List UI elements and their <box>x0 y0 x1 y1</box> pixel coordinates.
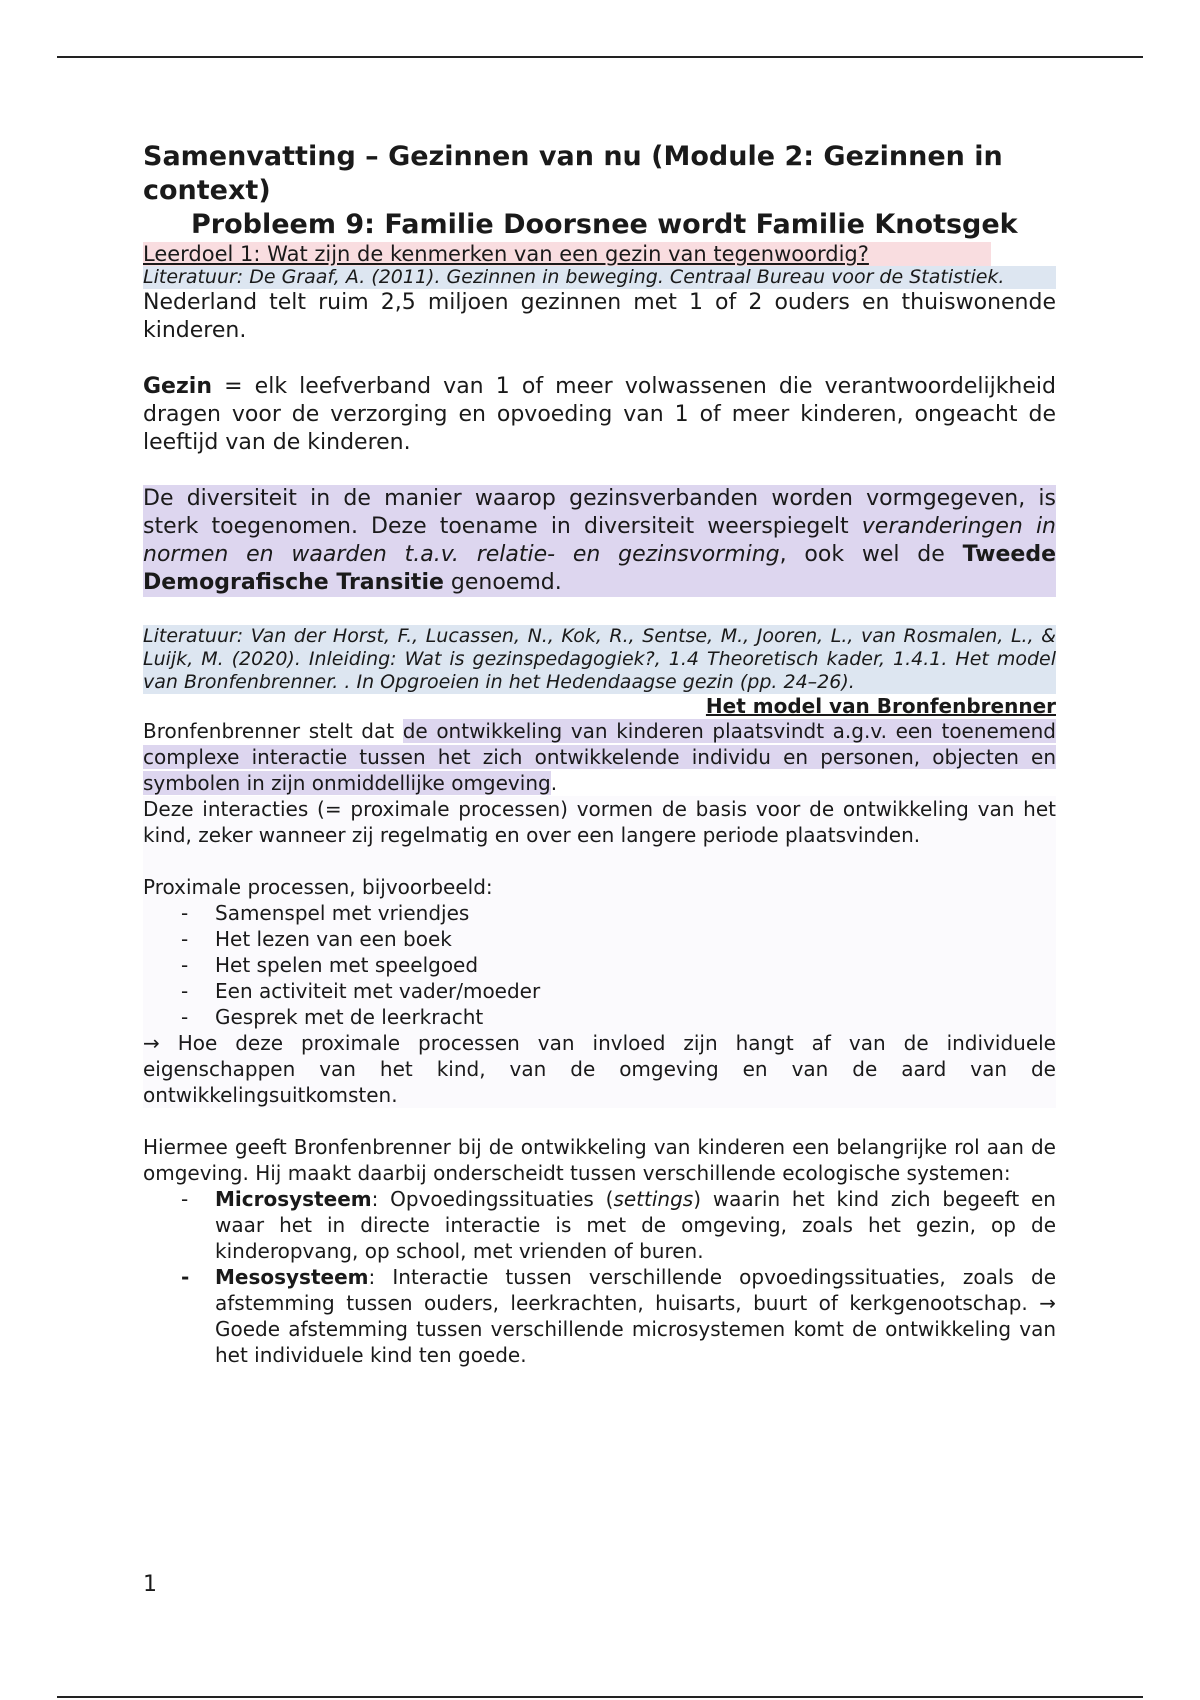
diversity-text-b: , ook wel de <box>779 542 963 567</box>
paragraph-family-definition <box>143 373 1056 457</box>
proximal-processes-block <box>143 796 1056 1108</box>
example-text: Het spelen met speelgoed <box>215 953 479 977</box>
example-text: Gesprek met de leerkracht <box>215 1005 484 1029</box>
term-mesosystem: Mesosysteem <box>215 1265 369 1289</box>
section-heading-bronfenbrenner: Het model van Bronfenbrenner <box>705 694 1056 718</box>
example-text: Een activiteit met vader/moeder <box>215 979 541 1003</box>
term-microsystem: Microsysteem <box>215 1187 372 1211</box>
examples-list <box>143 900 1056 1030</box>
bronfenbrenner-text-a: Bronfenbrenner stelt dat <box>143 719 403 743</box>
paragraph-families-count: Nederland telt ruim 2,5 miljoen gezinnen met 1 of 2 ouders en thuiswonende kinderen. <box>143 290 1056 343</box>
list-item <box>181 926 1056 952</box>
definition-text: = elk leefverband van 1 of meer volwassenen die verantwoordelijkheid dragen voor de verzorging en opvoeding van 1 of meer kinderen, ongeacht de leeftijd van de kinderen. <box>143 374 1056 455</box>
paragraph-bronfenbrenner <box>143 718 1056 796</box>
list-item <box>181 1004 1056 1030</box>
dash-bullet: - <box>181 927 189 951</box>
dash-bullet: - <box>181 1187 189 1211</box>
paragraph-proximal-examples-intro: Proximale processen, bijvoorbeeld: <box>143 875 493 899</box>
dash-bullet: - <box>181 901 189 925</box>
example-text: Samenspel met vriendjes <box>215 901 470 925</box>
bronfenbrenner-text-b: . <box>550 771 558 795</box>
diversity-text-c: genoemd. <box>443 570 562 595</box>
literature-reference-2: Literatuur: Van der Horst, F., Lucassen, N., Kok, R., Sentse, M., Jooren, L., van Rosmalen, L., & Luijk, M. (2020). Inleiding: Wat is gezinspedagogiek?, 1.4 Theoretisch kader, 1.4.1. Het model van Bronfenbrenner. . In Opgroeien in het Hedendaagse gezin (pp. 24–26). <box>143 625 1056 693</box>
micro-text-a: : Opvoedingssituaties ( <box>371 1187 614 1211</box>
meso-text: : Interactie tussen verschillende opvoedingssituaties, zoals de afstemming tussen ouders, leerkrachten, huisarts, buurt of kerkgenootschap. → Goede afstemming tussen verschillende microsystemen komt de ontwikkeling van het individuele kind ten goede. <box>215 1265 1056 1367</box>
list-item <box>181 952 1056 978</box>
page-number: 1 <box>143 1572 157 1597</box>
diversity-text-a: De diversiteit in de manier waarop gezinsverbanden worden vormgegeven, is sterk toegenomen. Deze toename in diversiteit weerspiegelt <box>143 486 1056 539</box>
document-title: Samenvatting – Gezinnen van nu (Module 2: Gezinnen in context) <box>143 141 1003 206</box>
dash-bullet: - <box>181 1005 189 1029</box>
diversity-bold: Tweede Demografische Transitie <box>143 542 1056 595</box>
list-item-microsystem <box>181 1186 1056 1264</box>
learning-goal: Leerdoel 1: Wat zijn de kenmerken van een gezin van tegenwoordig? <box>143 242 1056 266</box>
header-rule <box>57 56 1143 58</box>
list-item-mesosystem <box>181 1264 1056 1368</box>
literature-reference-1: Literatuur: De Graaf, A. (2011). Gezinnen in beweging. Centraal Bureau voor de Statistiek. <box>143 266 1056 289</box>
micro-text-b: ) waarin het kind zich begeeft en waar het in directe interactie is met de omgeving, zoals het gezin, op de kinderopvang, op school, met vrienden of buren. <box>215 1187 1056 1263</box>
dash-bullet: - <box>181 953 189 977</box>
example-text: Het lezen van een boek <box>215 927 452 951</box>
dash-bullet: - <box>181 1265 190 1289</box>
problem-subtitle: Probleem 9: Familie Doorsnee wordt Familie Knotsgek <box>191 209 1018 240</box>
dash-bullet: - <box>181 979 189 1003</box>
paragraph-ecological-systems: Hiermee geeft Bronfenbrenner bij de ontwikkeling van kinderen een belangrijke rol aan de omgeving. Hij maakt daarbij onderscheidt tussen verschillende ecologische systemen: <box>143 1135 1056 1185</box>
footer-rule <box>57 1696 1143 1698</box>
list-item <box>181 900 1056 926</box>
micro-italic: settings <box>613 1187 694 1211</box>
paragraph-diversity <box>143 485 1056 597</box>
paragraph-influence: → Hoe deze proximale processen van invloed zijn hangt af van de individuele eigenschappen van het kind, van de omgeving en van de aard van de ontwikkelingsuitkomsten. <box>143 1031 1056 1107</box>
paragraph-interactions: Deze interacties (= proximale processen) vormen de basis voor de ontwikkeling van het kind, zeker wanneer zij regelmatig en over een langere periode plaatsvinden. <box>143 797 1056 847</box>
systems-list <box>143 1186 1056 1368</box>
diversity-italic: veranderingen in normen en waarden t.a.v. relatie- en gezinsvorming <box>143 514 1056 567</box>
term-gezin: Gezin <box>143 374 212 399</box>
bronfenbrenner-highlight: de ontwikkeling van kinderen plaatsvindt a.g.v. een toenemend complexe interactie tussen het zich ontwikkelende individu en personen, objecten en symbolen in zijn onmiddellijke omgeving <box>143 719 1056 795</box>
list-item <box>181 978 1056 1004</box>
document-page <box>143 140 1056 1368</box>
